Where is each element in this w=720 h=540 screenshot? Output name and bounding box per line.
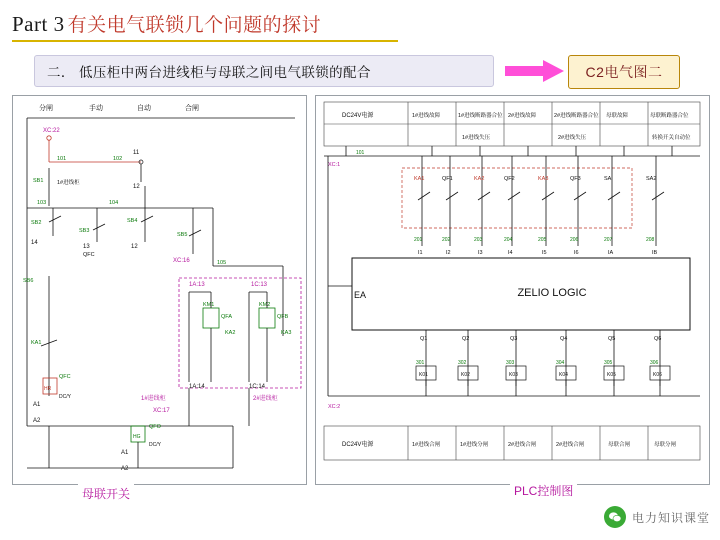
title-underline	[12, 40, 398, 42]
svg-text:KM2: KM2	[259, 302, 271, 308]
svg-text:自动: 自动	[137, 105, 151, 112]
svg-text:SB1: SB1	[33, 178, 44, 184]
svg-text:Q4: Q4	[560, 336, 568, 342]
wechat-icon	[604, 506, 626, 528]
svg-text:12: 12	[133, 184, 140, 190]
svg-text:QFO: QFO	[149, 424, 161, 430]
svg-text:转换开关自动位: 转换开关自动位	[652, 135, 691, 141]
svg-text:203: 203	[474, 237, 483, 243]
svg-text:12: 12	[131, 244, 138, 250]
svg-text:A1: A1	[121, 450, 129, 456]
svg-text:1A:13: 1A:13	[189, 282, 205, 288]
svg-text:XC:2: XC:2	[328, 404, 341, 410]
svg-text:206: 206	[570, 237, 579, 243]
svg-text:QFA: QFA	[221, 314, 233, 320]
svg-text:KA2: KA2	[474, 176, 485, 182]
page-title	[12, 10, 712, 42]
figure-tag-label: C2电气图二	[585, 64, 663, 80]
svg-text:SA: SA	[604, 176, 612, 182]
svg-text:1#进线合闸: 1#进线合闸	[412, 442, 441, 448]
svg-text:104: 104	[109, 200, 119, 206]
svg-text:102: 102	[113, 156, 123, 162]
svg-text:KA3: KA3	[538, 176, 549, 182]
svg-text:IB: IB	[652, 250, 658, 256]
svg-text:合闸: 合闸	[185, 105, 199, 112]
svg-text:1C:14: 1C:14	[249, 384, 266, 390]
left-schematic-panel	[12, 95, 307, 485]
svg-text:201: 201	[414, 237, 423, 243]
svg-text:2#进线断路器合位: 2#进线断路器合位	[554, 113, 599, 119]
svg-text:母联故障: 母联故障	[606, 113, 629, 119]
svg-text:SB3: SB3	[79, 228, 90, 234]
svg-text:K06: K06	[653, 372, 662, 378]
svg-text:XC:22: XC:22	[43, 128, 60, 134]
right-plc-svg	[316, 96, 709, 484]
svg-text:A2: A2	[33, 418, 41, 424]
svg-text:11: 11	[133, 150, 140, 156]
svg-text:1#进线断路器合位: 1#进线断路器合位	[458, 113, 503, 119]
svg-text:IA: IA	[608, 250, 614, 256]
svg-text:EA: EA	[354, 290, 367, 300]
svg-text:K03: K03	[509, 372, 518, 378]
svg-text:K04: K04	[559, 372, 568, 378]
svg-text:303: 303	[506, 360, 515, 366]
title-text: 有关电气联锁几个问题的探讨	[67, 15, 322, 36]
svg-text:2#进线合闸: 2#进线合闸	[508, 442, 537, 448]
svg-text:DC24V电源: DC24V电源	[342, 442, 374, 448]
svg-text:202: 202	[442, 237, 451, 243]
svg-text:I2: I2	[446, 250, 451, 256]
svg-text:Q5: Q5	[608, 336, 616, 342]
svg-text:K05: K05	[607, 372, 616, 378]
svg-text:302: 302	[458, 360, 467, 366]
svg-text:QF2: QF2	[504, 176, 515, 182]
svg-text:306: 306	[650, 360, 659, 366]
svg-text:XC:16: XC:16	[173, 258, 190, 264]
watermark-label: 电力知识课堂	[631, 510, 710, 525]
svg-text:103: 103	[37, 200, 47, 206]
svg-text:I1: I1	[418, 250, 423, 256]
svg-text:QF3: QF3	[570, 176, 581, 182]
svg-text:KA1: KA1	[414, 176, 425, 182]
svg-text:SB6: SB6	[23, 278, 34, 284]
svg-text:101: 101	[356, 150, 365, 156]
svg-text:1#进线失压: 1#进线失压	[462, 135, 491, 141]
figure-tag	[568, 55, 680, 89]
svg-text:Q3: Q3	[510, 336, 518, 342]
svg-text:KA2: KA2	[225, 330, 236, 336]
svg-text:Q6: Q6	[654, 336, 662, 342]
watermark	[510, 502, 710, 532]
svg-text:KA3: KA3	[281, 330, 292, 336]
subtitle-text: 二． 低压柜中两台进线柜与母联之间电气联锁的配合	[47, 65, 371, 80]
svg-text:1#进线柜: 1#进线柜	[57, 180, 80, 186]
svg-text:301: 301	[416, 360, 425, 366]
svg-text:分闸: 分闸	[39, 105, 53, 112]
svg-text:DC/Y: DC/Y	[59, 394, 71, 400]
svg-text:208: 208	[646, 237, 655, 243]
svg-text:XC:17: XC:17	[153, 408, 170, 414]
arrow-icon	[505, 60, 565, 82]
svg-text:Q1: Q1	[420, 336, 428, 342]
subtitle-banner	[34, 55, 494, 87]
svg-text:A1: A1	[33, 402, 41, 408]
svg-text:207: 207	[604, 237, 613, 243]
svg-text:QF1: QF1	[442, 176, 453, 182]
svg-text:105: 105	[217, 260, 227, 266]
left-schematic-svg	[13, 96, 306, 484]
right-panel-caption: PLC控制图	[510, 481, 577, 500]
svg-text:2#进线柜: 2#进线柜	[253, 396, 278, 402]
svg-text:KA1: KA1	[31, 340, 42, 346]
svg-text:ZELIO LOGIC: ZELIO LOGIC	[517, 287, 587, 299]
svg-text:I3: I3	[478, 250, 483, 256]
svg-text:K01: K01	[419, 372, 428, 378]
svg-text:母联断路器合位: 母联断路器合位	[650, 113, 689, 119]
svg-text:SB2: SB2	[31, 220, 42, 226]
svg-text:1#进线故障: 1#进线故障	[412, 113, 441, 119]
svg-text:205: 205	[538, 237, 547, 243]
svg-text:HG: HG	[133, 434, 141, 440]
svg-text:KM1: KM1	[203, 302, 215, 308]
svg-text:QFC: QFC	[83, 252, 95, 258]
svg-text:QFB: QFB	[277, 314, 289, 320]
svg-text:305: 305	[604, 360, 613, 366]
svg-text:DC24V电源: DC24V电源	[342, 113, 374, 119]
svg-text:1A:14: 1A:14	[189, 384, 205, 390]
svg-text:14: 14	[31, 240, 38, 246]
svg-text:1C:13: 1C:13	[251, 282, 268, 288]
svg-text:A2: A2	[121, 466, 129, 472]
svg-text:母联分闸: 母联分闸	[654, 442, 677, 448]
svg-text:DC/Y: DC/Y	[149, 442, 161, 448]
svg-text:204: 204	[504, 237, 513, 243]
svg-text:2#进线故障: 2#进线故障	[508, 113, 537, 119]
svg-text:手动: 手动	[89, 105, 103, 112]
svg-text:母联合闸: 母联合闸	[608, 442, 631, 448]
svg-text:1#进线柜: 1#进线柜	[141, 396, 166, 402]
svg-text:1#进线分闸: 1#进线分闸	[460, 442, 489, 448]
svg-text:2#进线合闸: 2#进线合闸	[556, 442, 585, 448]
svg-text:304: 304	[556, 360, 565, 366]
title-part-number: Part 3	[12, 12, 65, 36]
svg-text:SB4: SB4	[127, 218, 138, 224]
right-plc-panel	[315, 95, 710, 485]
svg-text:HR: HR	[44, 386, 52, 392]
svg-text:I6: I6	[574, 250, 579, 256]
svg-text:13: 13	[83, 244, 90, 250]
svg-text:K02: K02	[461, 372, 470, 378]
svg-text:Q2: Q2	[462, 336, 470, 342]
svg-text:I5: I5	[542, 250, 547, 256]
svg-text:XC:1: XC:1	[328, 162, 341, 168]
svg-text:SA2: SA2	[646, 176, 657, 182]
svg-text:QFC: QFC	[59, 374, 71, 380]
svg-text:101: 101	[57, 156, 67, 162]
svg-text:2#进线失压: 2#进线失压	[558, 135, 587, 141]
left-panel-caption: 母联开关	[78, 484, 134, 503]
svg-text:SB5: SB5	[177, 232, 188, 238]
svg-text:I4: I4	[508, 250, 513, 256]
